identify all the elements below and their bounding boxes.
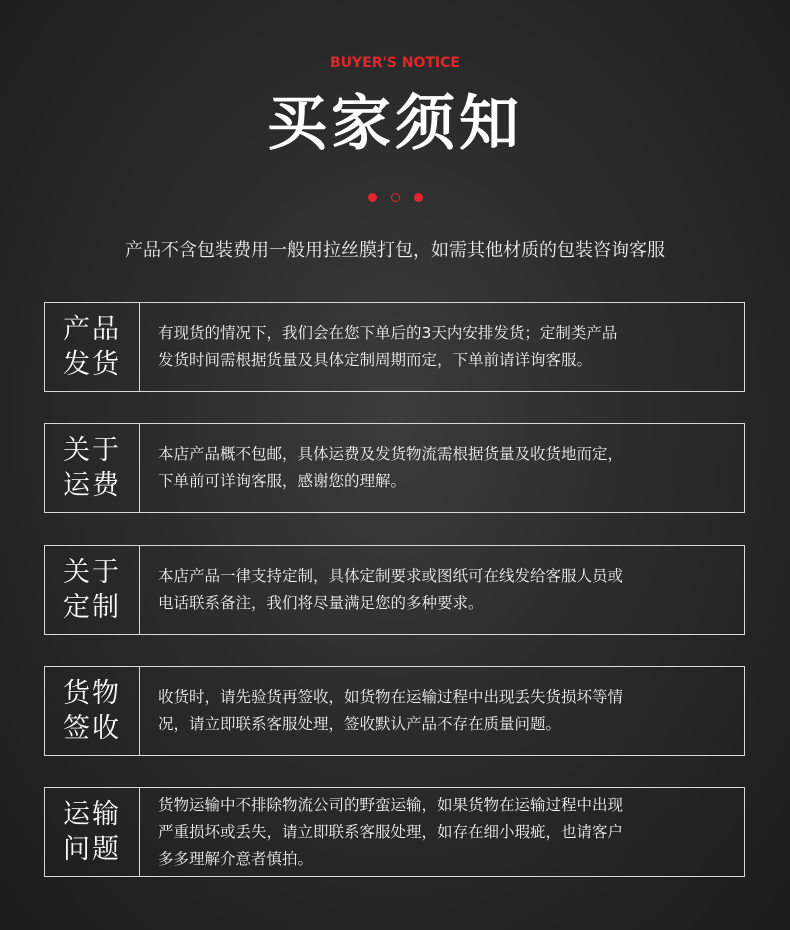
card-label-line: 运输 [63,799,121,830]
card-label-line: 签收 [63,713,121,744]
card-label [45,546,140,634]
dot-filled-icon [368,193,377,202]
card-label [45,667,140,755]
card-text-line: 本店产品一律支持定制，具体定制要求或图纸可在线发给客服人员或 [158,567,624,585]
card-text [140,788,744,876]
card-label [45,424,140,512]
card-text-line: 有现货的情况下，我们会在您下单后的3天内安排发货；定制类产品 [158,324,618,342]
notice-card-freight [44,423,745,513]
card-label-line: 运费 [63,470,121,501]
intro-text: 产品不含包装费用一般用拉丝膜打包，如需其他材质的包装咨询客服 [125,240,665,261]
card-text [140,303,744,391]
card-text-line: 收货时，请先验货再签收，如货物在运输过程中出现丢失货损坏等情 [158,688,624,706]
notice-card-receipt [44,666,745,756]
card-text-line: 下单前可详询客服，感谢您的理解。 [158,472,407,490]
card-label-line: 关于 [63,435,121,466]
card-label-line: 问题 [63,834,121,865]
dot-filled-icon [414,193,423,202]
card-text-line: 严重损坏或丢失，请立即联系客服处理，如存在细小瑕疵，也请客户 [158,822,624,841]
card-text-line: 况，请立即联系客服处理，签收默认产品不存在质量问题。 [158,715,562,733]
card-label [45,303,140,391]
card-label-line: 产品 [63,314,121,345]
card-text [140,667,744,755]
card-text [140,424,744,512]
card-text [140,546,744,634]
notice-card-shipping [44,302,745,392]
dot-hollow-icon [391,193,400,202]
decorative-dots [0,193,790,202]
notice-card-customization [44,545,745,635]
page-title: 买家须知 [267,89,523,159]
card-label-line: 关于 [63,557,121,588]
subtitle-en: BUYER'S NOTICE [330,55,460,71]
card-text-line: 发货时间需根据货量及具体定制周期而定，下单前请详询客服。 [158,351,593,369]
notice-card-transport [44,787,745,877]
card-label [45,788,140,876]
card-text-line: 货物运输中不排除物流公司的野蛮运输，如果货物在运输过程中出现 [158,795,624,814]
card-text-line: 多多理解介意者慎拍。 [158,849,314,868]
card-label-line: 定制 [63,592,121,623]
card-label-line: 货物 [63,678,121,709]
card-label-line: 发货 [63,349,121,380]
card-text-line: 本店产品概不包邮，具体运费及发货物流需根据货量及收货地而定， [158,445,624,463]
card-text-line: 电话联系备注，我们将尽量满足您的多种要求。 [158,594,484,612]
